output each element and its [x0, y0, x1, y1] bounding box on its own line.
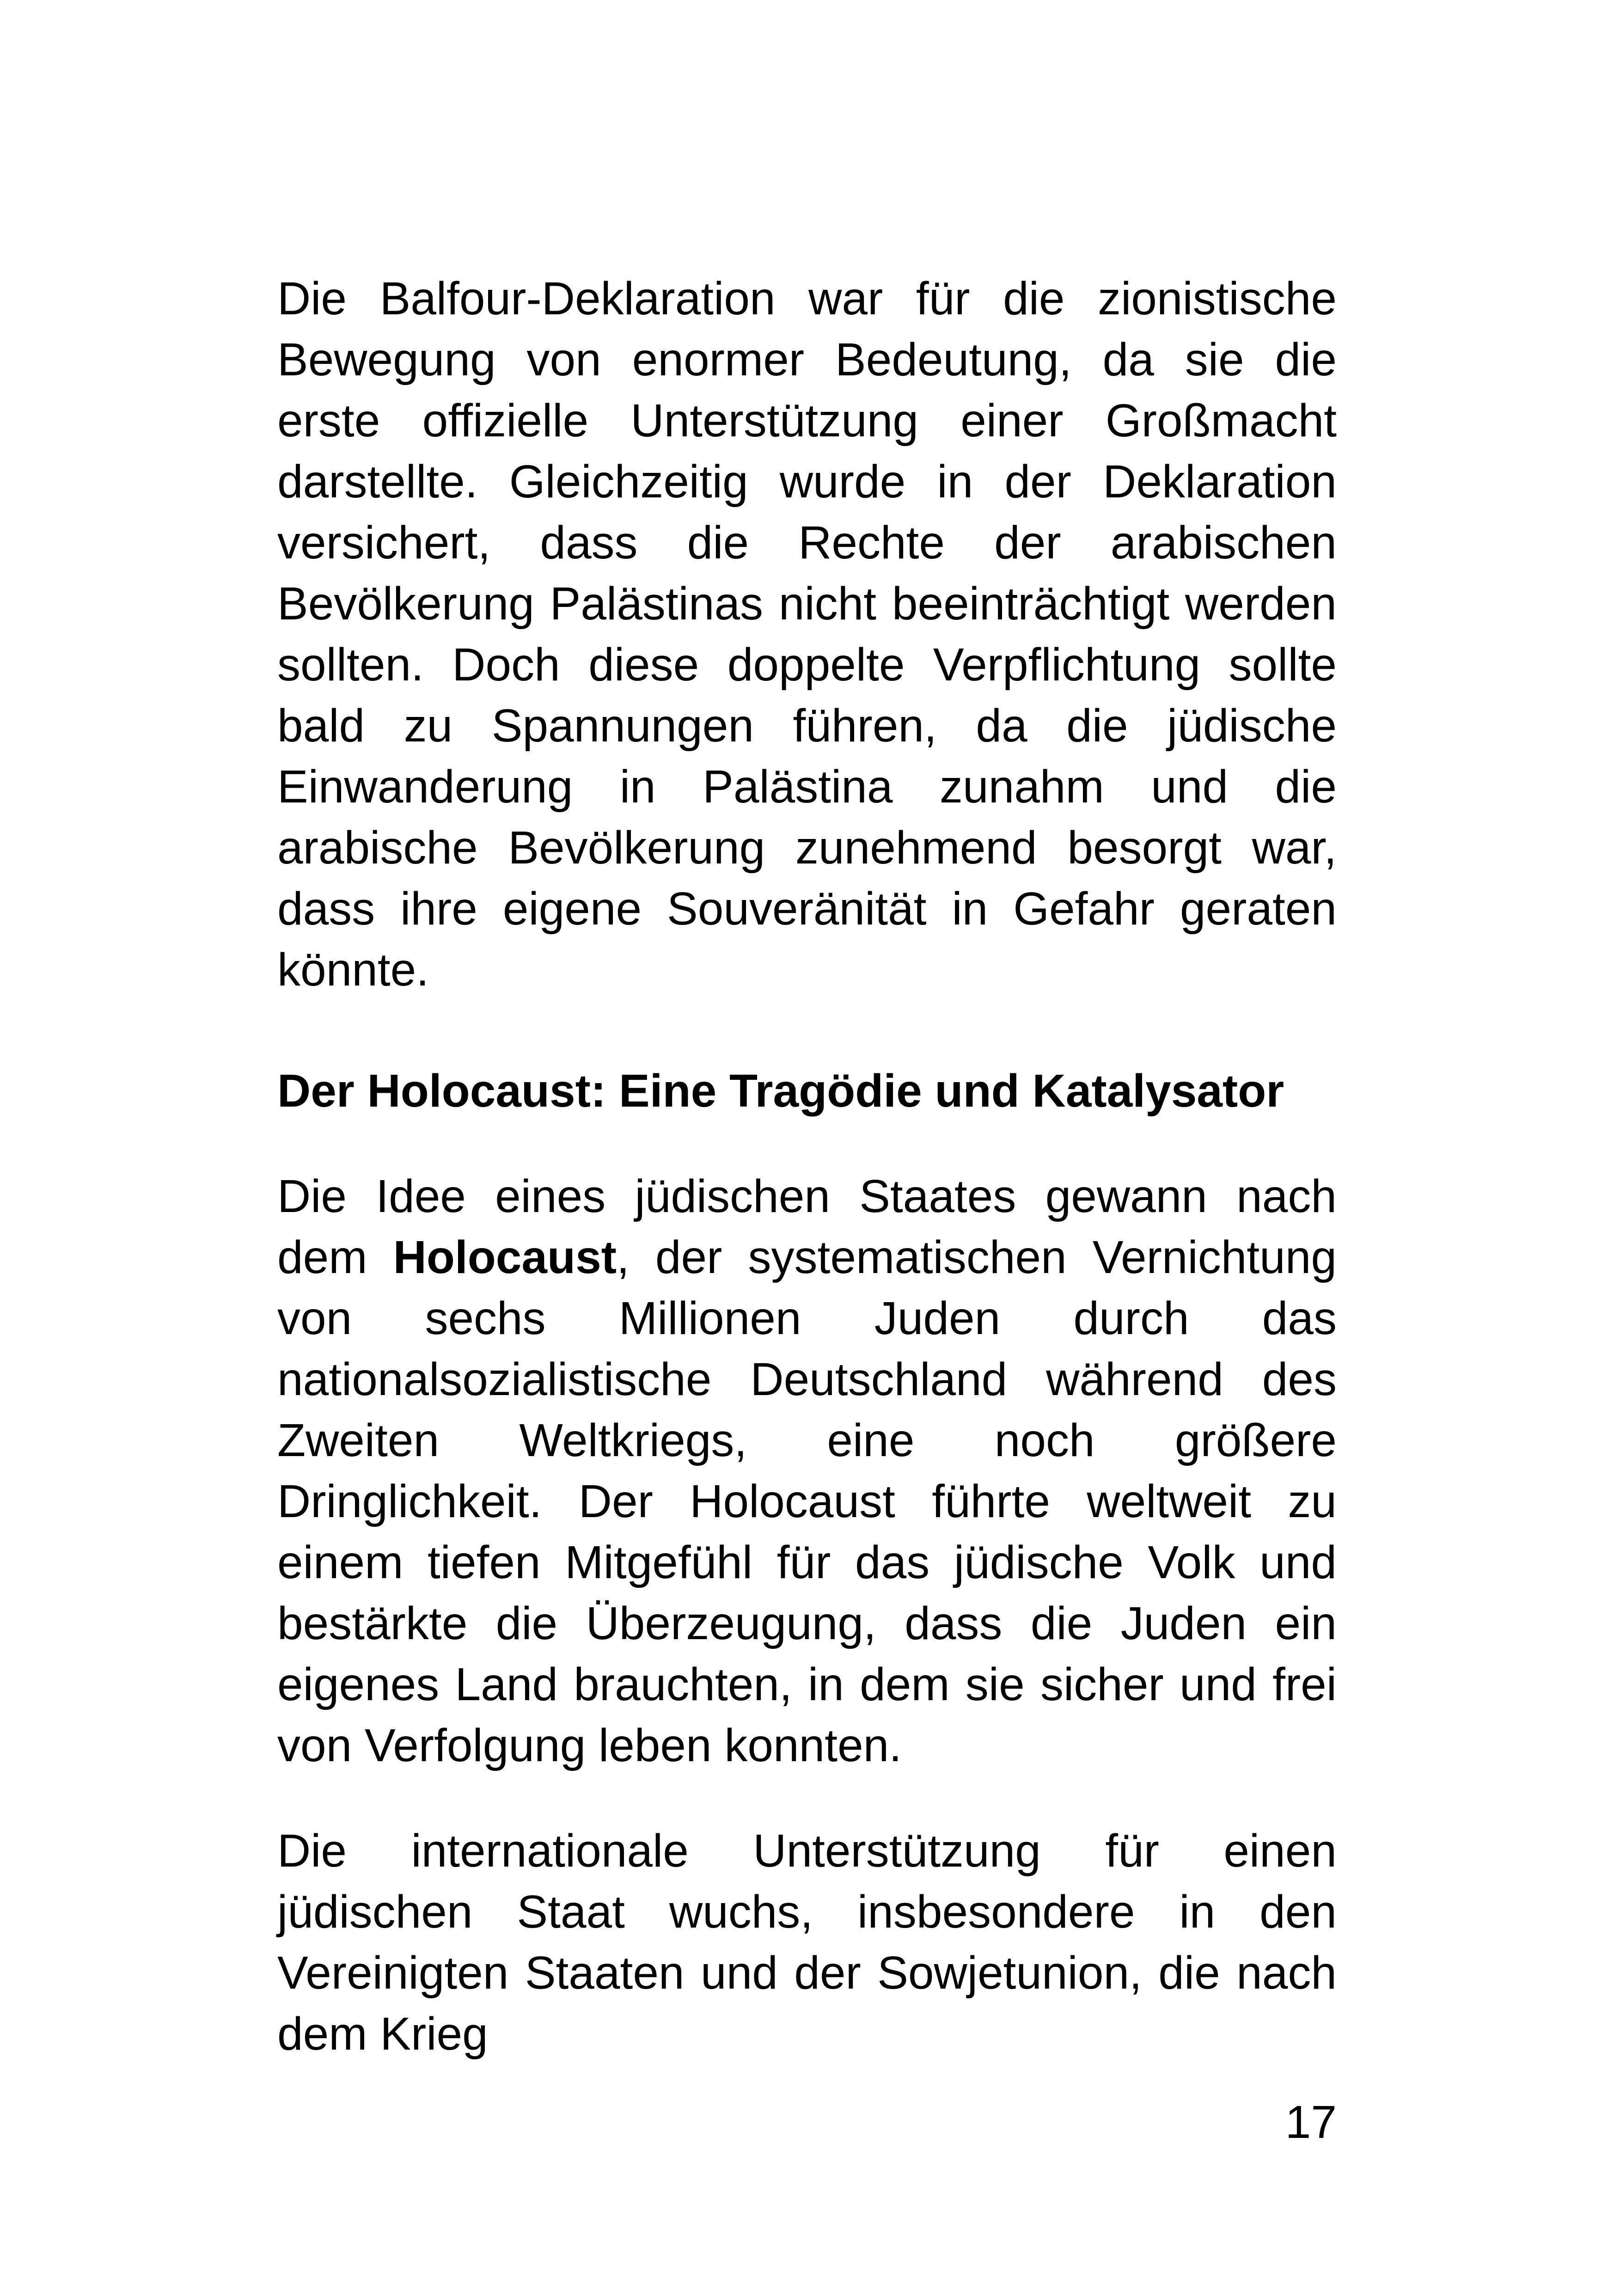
paragraph-holocaust: [277, 1166, 1337, 1776]
section-heading: Der Holocaust: Eine Tragödie und Katalysator: [277, 1065, 1284, 1117]
holocaust-bold-term: Holocaust: [393, 1231, 617, 1283]
paragraph-holocaust-text-start: Die Idee eines jüdischen Staates gewann nach dem: [277, 1170, 1337, 1283]
paragraph-international-support: Die internationale Unterstützung für einen jüdischen Staat wuchs, insbesondere in den Vereinigten Staaten und der Sowjetunion, die nach dem Krieg: [277, 1825, 1337, 2060]
paragraph-balfour: Die Balfour-Deklaration war für die zionistische Bewegung von enormer Bedeutung, da sie die erste offizielle Unterstützung einer Großmacht darstellte. Gleichzeitig wurde in der Deklaration versichert, dass die Rechte der arabischen Bevölkerung Palästinas nicht beeinträchtigt werden sollten. Doch diese doppelte Verpflichtung sollte bald zu Spannungen führen, da die jüdische Einwanderung in Palästina zunahm und die arabische Bevölkerung zunehmend besorgt war, dass ihre eigene Souveränität in Gefahr geraten könnte.: [277, 273, 1337, 996]
page-body: [277, 268, 1337, 2064]
page-number: 17: [1285, 2096, 1337, 2148]
paragraph-holocaust-text-end: , der systematischen Vernichtung von sechs Millionen Juden durch das nationalsozialistische Deutschland während des Zweiten Weltkriegs, eine noch größere Dringlichkeit. Der Holocaust führte weltweit zu einem tiefen Mitgefühl für das jüdische Volk und bestärkte die Überzeugung, dass die Juden ein eigenes Land brauchten, in dem sie sicher und frei von Verfolgung leben konnten.: [277, 1231, 1337, 1771]
